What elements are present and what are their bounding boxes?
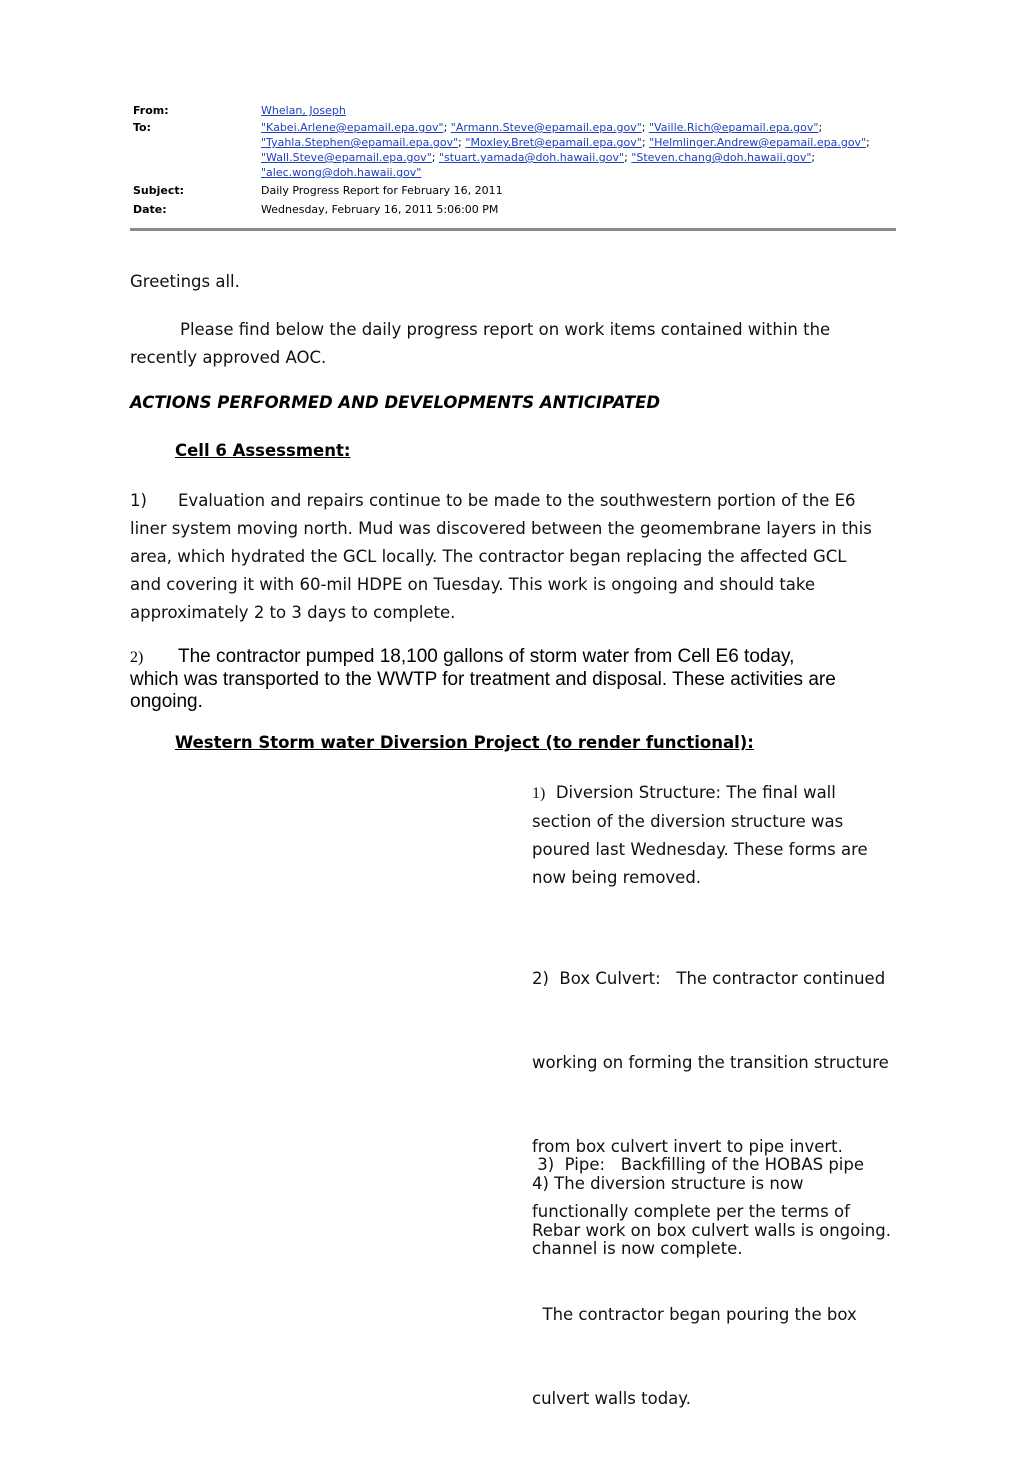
western-heading: Western Storm water Diversion Project (to render functional): bbox=[175, 733, 754, 752]
recipient-link[interactable]: "stuart.yamada@doh.hawaii.gov" bbox=[438, 151, 625, 164]
date-value: Wednesday, February 16, 2011 5:06:00 PM bbox=[261, 203, 499, 216]
date-label: Date: bbox=[133, 203, 167, 216]
item-number: 1) bbox=[130, 491, 147, 510]
cell6-item-1 bbox=[130, 487, 900, 627]
to-label: To: bbox=[133, 121, 151, 134]
item-line: culvert walls today. bbox=[532, 1389, 691, 1408]
recipient-link[interactable]: "Tyahla.Stephen@epamail.epa.gov" bbox=[261, 136, 459, 149]
from-sender-link[interactable]: Whelan, Joseph bbox=[261, 104, 346, 117]
recipient-link[interactable]: "Kabei.Arlene@epamail.epa.gov" bbox=[261, 121, 444, 134]
western-item-4 bbox=[532, 1170, 902, 1226]
recipient-link[interactable]: "Moxley.Bret@epamail.epa.gov" bbox=[465, 136, 642, 149]
intro-line: recently approved AOC. bbox=[130, 348, 327, 367]
item-line: channel is now complete. bbox=[532, 1239, 743, 1258]
subject-label: Subject: bbox=[133, 184, 185, 197]
section-heading: ACTIONS PERFORMED AND DEVELOPMENTS ANTICIPATED bbox=[130, 393, 661, 412]
header-divider bbox=[130, 228, 896, 231]
item-line: 4) The diversion structure is now bbox=[532, 1174, 804, 1193]
item-line: The contractor began pouring the box bbox=[532, 1305, 857, 1324]
item-line: area, which hydrated the GCL locally. The contractor began replacing the affected GCL bbox=[130, 547, 847, 566]
item-line: poured last Wednesday. These forms are bbox=[532, 840, 868, 859]
cell6-item-2 bbox=[130, 646, 910, 713]
item-line: and covering it with 60-mil HDPE on Tuesday. This work is ongoing and should take bbox=[130, 575, 816, 594]
item-line: from box culvert invert to pipe invert. bbox=[532, 1137, 843, 1156]
intro-paragraph bbox=[130, 316, 900, 372]
item-line: working on forming the transition structure bbox=[532, 1053, 889, 1072]
item-line: 2) Box Culvert: The contractor continued bbox=[532, 969, 886, 988]
recipient-link[interactable]: "alec.wong@doh.hawaii.gov" bbox=[261, 166, 422, 179]
item-line: 3) Pipe: Backfilling of the HOBAS pipe bbox=[532, 1155, 865, 1174]
item-line: The contractor pumped 18,100 gallons of storm water from Cell E6 today, bbox=[178, 646, 795, 667]
item-line: ongoing. bbox=[130, 691, 203, 712]
item-line: liner system moving north. Mud was discovered between the geomembrane layers in this bbox=[130, 519, 872, 538]
item-number: 2) bbox=[130, 649, 144, 666]
recipient-link[interactable]: "Armann.Steve@epamail.epa.gov" bbox=[450, 121, 642, 134]
western-item-1 bbox=[532, 779, 902, 892]
item-line: Evaluation and repairs continue to be made to the southwestern portion of the E6 bbox=[178, 491, 856, 510]
item-line: functionally complete per the terms of bbox=[532, 1202, 850, 1221]
item-line: section of the diversion structure was bbox=[532, 812, 844, 831]
item-line: Rebar work on box culvert walls is ongoing. bbox=[532, 1221, 891, 1240]
item-line: which was transported to the WWTP for treatment and disposal. These activities are bbox=[130, 669, 836, 690]
from-label: From: bbox=[133, 104, 169, 117]
item-line: now being removed. bbox=[532, 868, 702, 887]
cell6-heading: Cell 6 Assessment: bbox=[175, 441, 351, 460]
recipient-link[interactable]: "Wall.Steve@epamail.epa.gov" bbox=[261, 151, 432, 164]
item-number: 1) bbox=[532, 785, 546, 802]
to-recipients: "Kabei.Arlene@epamail.epa.gov"; "Armann.Steve@epamail.epa.gov"; "Vaille.Rich@epamail.epa.gov"; "Tyahla.Stephen@epamail.epa.gov"; "Moxley.Bret@epamail.epa.gov"; "Helmlinger.Andrew@epamail.epa.gov"; "Wall.Steve@epamail.epa.gov"; "stuart.yamada@doh.hawaii.gov"; "Steven.chang@doh.hawaii.gov"; "alec.wong@doh.hawaii.gov" bbox=[261, 121, 870, 179]
recipient-link[interactable]: "Steven.chang@doh.hawaii.gov" bbox=[631, 151, 812, 164]
subject-value: Daily Progress Report for February 16, 2011 bbox=[261, 184, 503, 197]
item-line: Diversion Structure: The final wall bbox=[555, 783, 836, 802]
recipient-link[interactable]: "Vaille.Rich@epamail.epa.gov" bbox=[648, 121, 819, 134]
intro-line: Please find below the daily progress report on work items contained within the bbox=[180, 320, 831, 339]
item-line: approximately 2 to 3 days to complete. bbox=[130, 603, 456, 622]
greeting: Greetings all. bbox=[130, 272, 240, 291]
recipient-link[interactable]: "Helmlinger.Andrew@epamail.epa.gov" bbox=[649, 136, 867, 149]
